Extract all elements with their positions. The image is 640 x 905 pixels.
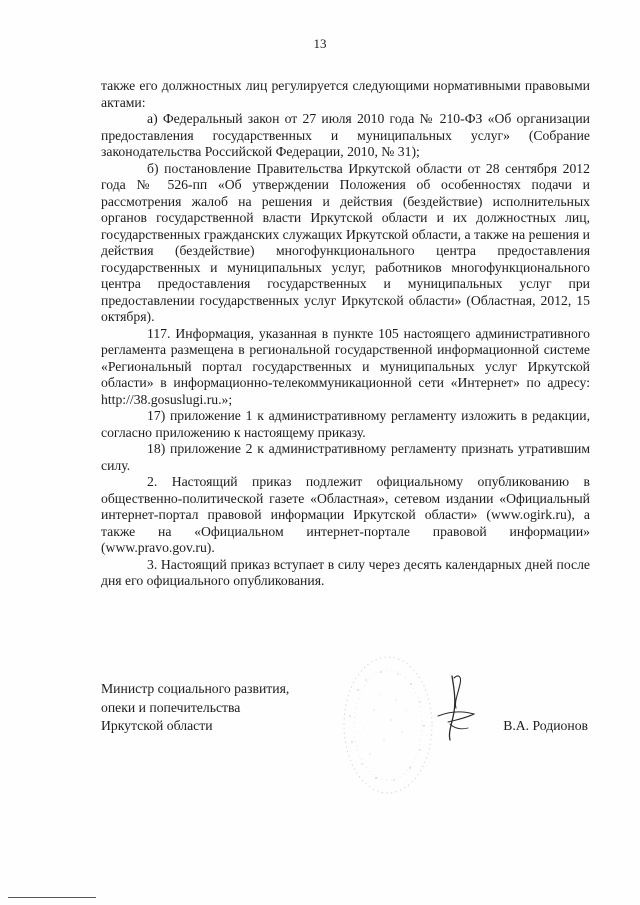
paragraph-3-effective-date: 3. Настоящий приказ вступает в силу через десять календарных дней после дня его официального опубликования. <box>101 556 590 588</box>
paragraph-b-government-resolution: б) постановление Правительства Иркутской области от 28 сентября 2012 года № 526-пп «Об утверждении Положения об особенностях подачи и рассмотрения жалоб на решения и действия (бездействие) исполнительных органов государственной власти Иркутской области и их должностных лиц, государственных гражданских служащих Иркутской области, а также на решения и действия (бездействие) многофункционального центра предоставления государственных и муниципальных услуг, работников многофункционального центра предоставления государственных и муниципальных услуг при предоставлении государственных услуг Иркутской области» (Областная, 2012, 15 октября). <box>101 160 590 324</box>
paragraph-18-appendix-2: 18) приложение 2 к административному регламенту признать утратившим силу. <box>101 441 590 473</box>
signer-position <box>101 680 289 736</box>
signature-block <box>101 680 590 750</box>
signer-position-line: Иркутской области <box>101 718 213 733</box>
paragraph-17-appendix-1: 17) приложение 1 к административному регламенту изложить в редакции, согласно приложению к настоящему приказу. <box>101 408 590 440</box>
signer-position-line: Министр социального развития, <box>101 681 290 696</box>
page-number: 13 <box>313 36 327 51</box>
document-body <box>101 78 590 590</box>
signer-name: В.А. Родионов <box>503 718 588 733</box>
paragraph-a-federal-law: а) Федеральный закон от 27 июля 2010 года № 210-ФЗ «Об организации предоставления государственных и муниципальных услуг» (Собрание законодательства Российской Федерации, 2010, № 31); <box>101 111 590 159</box>
paragraph-intro: также его должностных лиц регулируется следующими нормативными правовыми актами: <box>101 78 590 110</box>
signer-position-line: опеки и попечительства <box>101 699 241 715</box>
paragraph-117-information: 117. Информация, указанная в пункте 105 настоящего административного регламента размещена в региональной государственной информационной системе «Региональный портал государственных и муниципальных услуг Иркутской области» в информационно-телекоммуникационной сети «Интернет» по адресу: http://38.gosuslugi.ru.»; <box>101 325 590 407</box>
footer-rule <box>8 897 96 898</box>
paragraph-2-publication: 2. Настоящий приказ подлежит официальному опубликованию в общественно-политической газете «Областная», сетевом издании «Официальный интернет-портал правовой информации Иркутской области» (www.ogirk.ru), а также на «Официальном интернет-портале правовой информации» (www.pravo.gov.ru). <box>101 474 590 555</box>
